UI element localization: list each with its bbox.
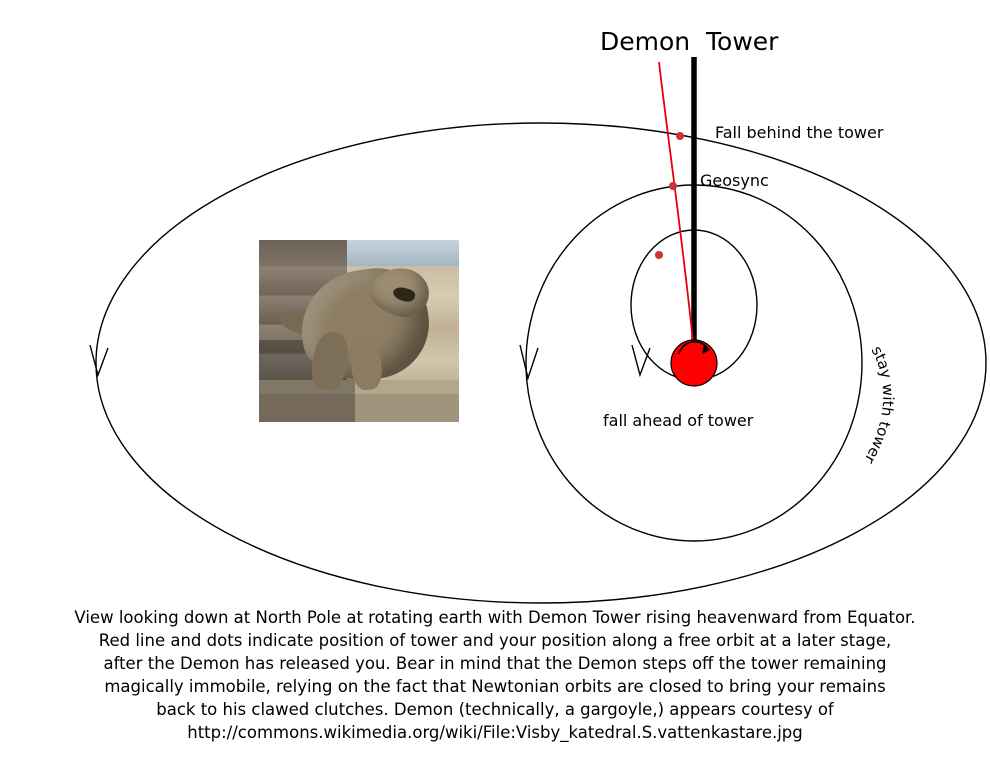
marker-dot-outer	[676, 132, 684, 140]
label-geosync: Geosync	[700, 171, 769, 190]
inner-orbit-arrow-icon	[632, 345, 650, 375]
gargoyle-photo	[259, 240, 459, 422]
caption-line-3: after the Demon has released you. Bear in mind that the Demon steps off the tower remaining	[103, 654, 887, 673]
label-fall-ahead: fall ahead of tower	[603, 411, 754, 430]
caption-line-1: View looking down at North Pole at rotating earth with Demon Tower rising heavenward from Equator.	[74, 608, 916, 627]
marker-dot-inner	[655, 251, 663, 259]
label-stay-with-tower-text: stay with tower	[860, 342, 898, 467]
title-demon: Demon	[600, 27, 691, 56]
caption-line-5: back to his clawed clutches. Demon (technically, a gargoyle,) appears courtesy of	[156, 700, 834, 719]
figure-caption	[0, 606, 990, 744]
earth-circle	[671, 340, 717, 386]
geosync-orbit-arrow-icon	[520, 345, 538, 378]
label-stay-with-tower	[860, 343, 897, 467]
title-tower: Tower	[706, 27, 779, 56]
caption-line-6-url: http://commons.wikimedia.org/wiki/File:Visby_katedral.S.vattenkastare.jpg	[187, 723, 803, 742]
caption-line-2: Red line and dots indicate position of tower and your position along a free orbit at a later stage,	[98, 631, 892, 650]
outer-orbit-ellipse	[96, 123, 986, 603]
caption-line-4: magically immobile, relying on the fact that Newtonian orbits are closed to bring your remains	[104, 677, 886, 696]
outer-orbit-arrow-icon	[90, 345, 108, 375]
red-trajectory-line	[659, 62, 694, 352]
label-fall-behind: Fall behind the tower	[715, 123, 884, 142]
marker-dot-geosync	[669, 182, 677, 190]
